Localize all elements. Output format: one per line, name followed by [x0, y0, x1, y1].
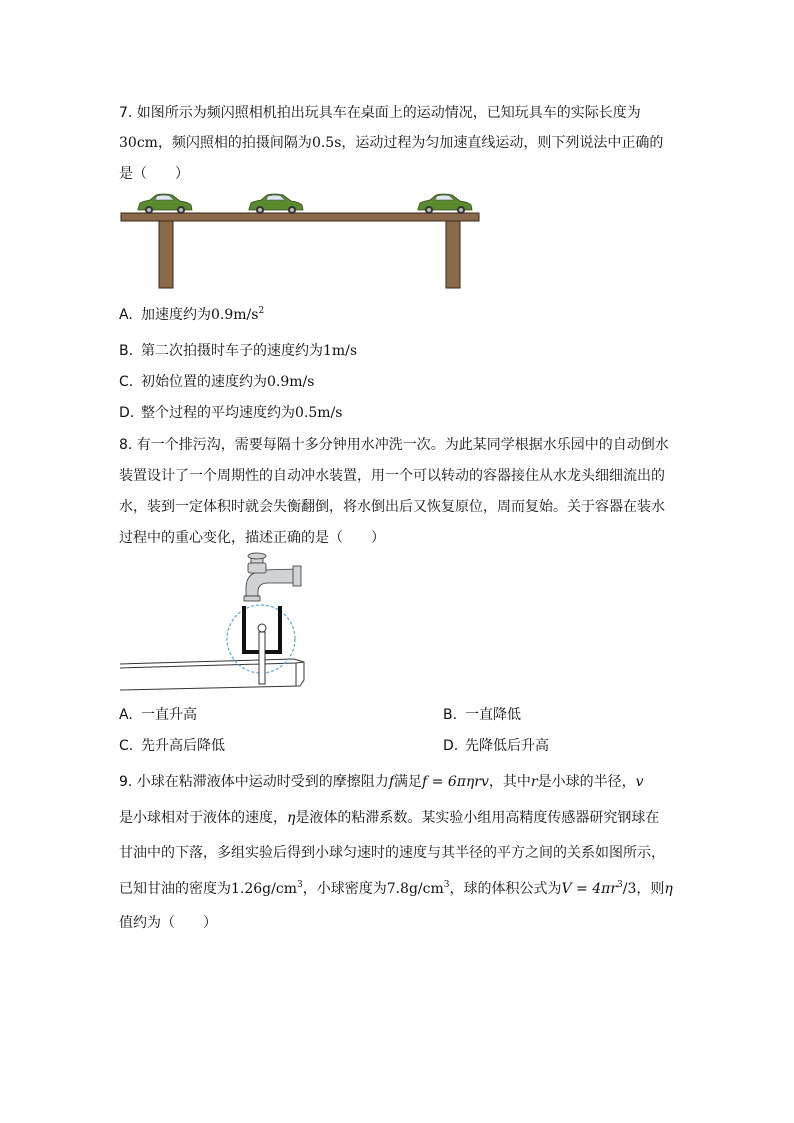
q7-option-c[interactable]: C. 初始位置的速度约为0.9m/s [119, 374, 315, 390]
q9-line-2: 是小球相对于液体的速度，η是液体的粘滞系数。某实验小组用高精度传感器研究钢球在 [119, 810, 660, 826]
q7-length-value: 30cm [119, 135, 158, 151]
q7-line-2: 30cm，频闪照相的拍摄间隔为0.5s，运动过程为匀加速直线运动，则下列说法中正确的 [119, 135, 664, 151]
q8-line-2: 装置设计了一个周期性的自动冲水装置，用一个可以转动的容器接住从水龙头细细流出的 [119, 468, 665, 484]
pivot-post [259, 632, 265, 684]
q7-interval-value: 0.5s [311, 135, 342, 151]
q9-line-3: 甘油中的下落，多组实验后得到小球匀速时的速度与其半径的平方之间的关系如图所示， [119, 845, 665, 861]
q7-option-d[interactable]: D. 整个过程的平均速度约为0.5m/s [119, 405, 343, 421]
q9-line-1: 9. 小球在粘滞液体中运动时受到的摩擦阻力f满足f = 6πηrv，其中r是小球的半径，v [119, 774, 644, 790]
q7-option-b[interactable]: B. 第二次拍摄时车子的速度约为1m/s [119, 343, 358, 359]
q8-line-4: 过程中的重心变化，描述正确的是（ ） [119, 530, 385, 546]
q7-option-a[interactable]: A. 加速度约为$0.9m/s^2$ [119, 306, 265, 323]
q8-faucet-figure [118, 552, 308, 694]
table-leg-left [159, 221, 173, 288]
q8-line-3: 水，装到一定体积时就会失衡翻倒，将水倒出后又恢复原位，周而复始。关于容器在装水 [119, 499, 665, 515]
q8-option-d[interactable]: D. 先降低后升高 [443, 738, 549, 754]
q9-drag-formula: f = 6πηrv [422, 774, 489, 790]
faucet-icon [244, 553, 301, 601]
q7-line-1: 7. 如图所示为频闪照相机拍出玩具车在桌面上的运动情况，已知玩具车的实际长度为 [119, 105, 641, 121]
pivot-axis [258, 624, 266, 632]
q7-line-3: 是（ ） [119, 166, 189, 182]
toy-car-3 [418, 194, 472, 214]
q9-volume-formula: V = 4πr [561, 881, 618, 897]
q8-option-b[interactable]: B. 一直降低 [443, 707, 521, 723]
q7-table-figure [118, 188, 484, 290]
toy-car-1 [138, 194, 192, 214]
table-top [121, 213, 479, 221]
q9-ball-density: 7.8g/cm [386, 881, 444, 897]
toy-car-2 [249, 194, 303, 214]
q9-glycerin-density: 1.26g/cm [231, 881, 297, 897]
q9-line-5: 值约为（ ） [119, 915, 217, 931]
q8-option-a[interactable]: A. 一直升高 [119, 707, 197, 723]
q8-line-1: 8. 有一个排污沟，需要每隔十多分钟用水冲洗一次。为此某同学根据水乐园中的自动倒水 [119, 437, 669, 453]
table-leg-right [446, 221, 460, 288]
q9-line-4: 已知甘油的密度为$1.26g/cm^3$，小球密度为$7.8g/cm^3$，球的体积公式为$V = 4\pi r^3/3$，则η [119, 880, 673, 897]
q8-option-c[interactable]: C. 先升高后降低 [119, 738, 225, 754]
